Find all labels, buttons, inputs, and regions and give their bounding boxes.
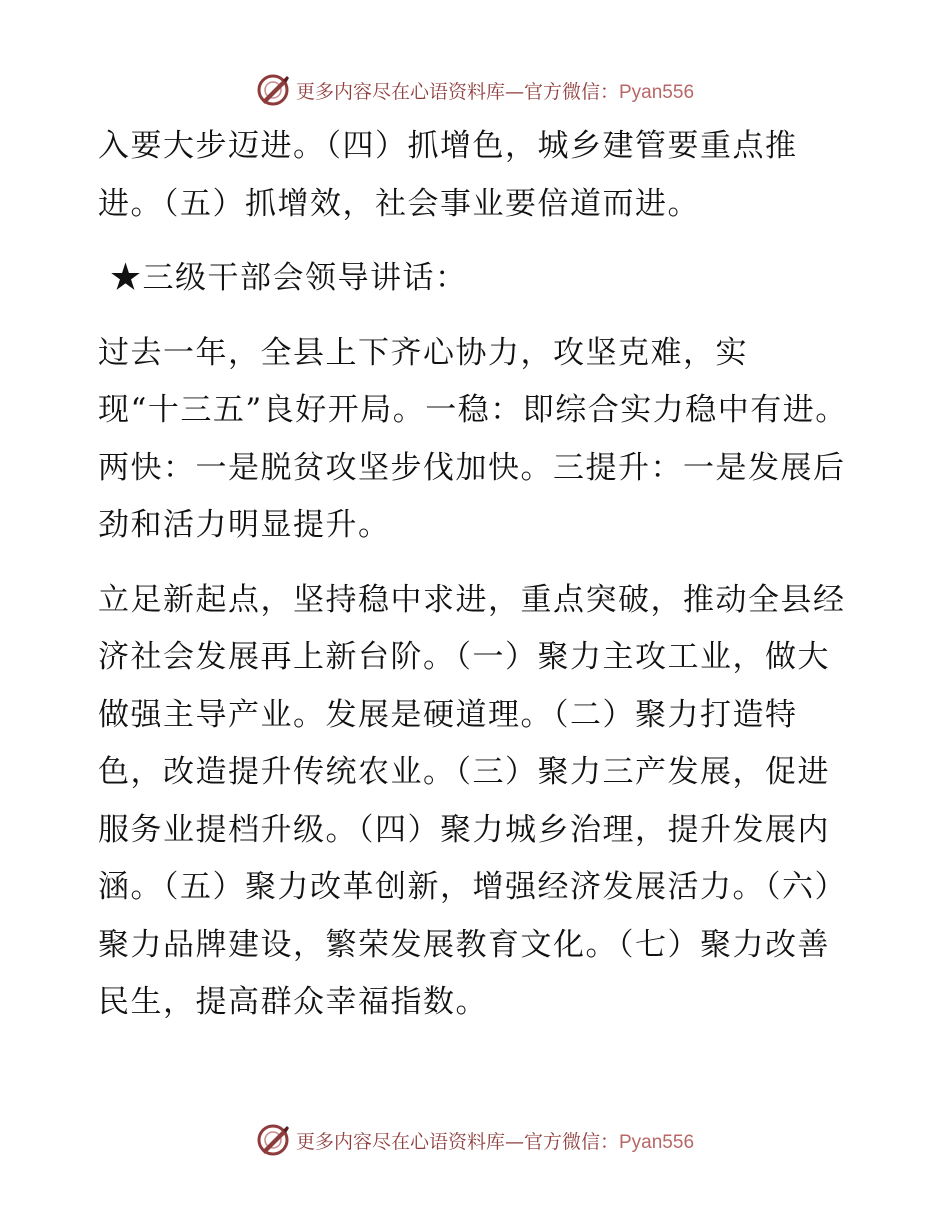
paragraph-2-first-line: 过去一年，全县上下齐心协力，攻坚克难，实 <box>98 334 748 371</box>
paragraph-1: 入要大步迈进。（四）抓增色，城乡建管要重点推进。（五）抓增效，社会事业要倍道而进。 <box>98 128 798 222</box>
watermark-text: 更多内容尽在心语资料库—官方微信：Pyan556 <box>295 80 695 103</box>
watermark-wechat-id: Pyan556 <box>619 81 695 103</box>
watermark-wechat-id: Pyan556 <box>619 1131 695 1153</box>
footer-watermark <box>0 1120 950 1160</box>
watermark-text: 更多内容尽在心语资料库—官方微信：Pyan556 <box>295 1130 695 1153</box>
paragraph-2-rest: 现“十三五”良好开局。一稳：即综合实力稳中有进。两快：一是脱贫攻坚步伐加快。三提升：一是发展后劲和活力明显提升。 <box>98 392 848 543</box>
paragraph-2 <box>98 325 858 555</box>
section-heading: ★三级干部会领导讲话： <box>110 260 468 296</box>
pen-logo-icon <box>256 1123 290 1157</box>
document-body <box>98 118 858 1049</box>
header-watermark <box>0 70 950 110</box>
paragraph-3: 立足新起点，坚持稳中求进，重点突破，推动全县经济社会发展再上新台阶。（一）聚力主攻工业，做大做强主导产业。发展是硬道理。（二）聚力打造特色，改造提升传统农业。（三）聚力三产发展，促进服务业提档升级。（四）聚力城乡治理，提升发展内涵。（五）聚力改革创新，增强经济发展活力。（六）聚力品牌建设，繁荣发展教育文化。（七）聚力改善民生，提高群众幸福指数。 <box>98 581 847 1020</box>
pen-logo-icon <box>256 73 290 107</box>
